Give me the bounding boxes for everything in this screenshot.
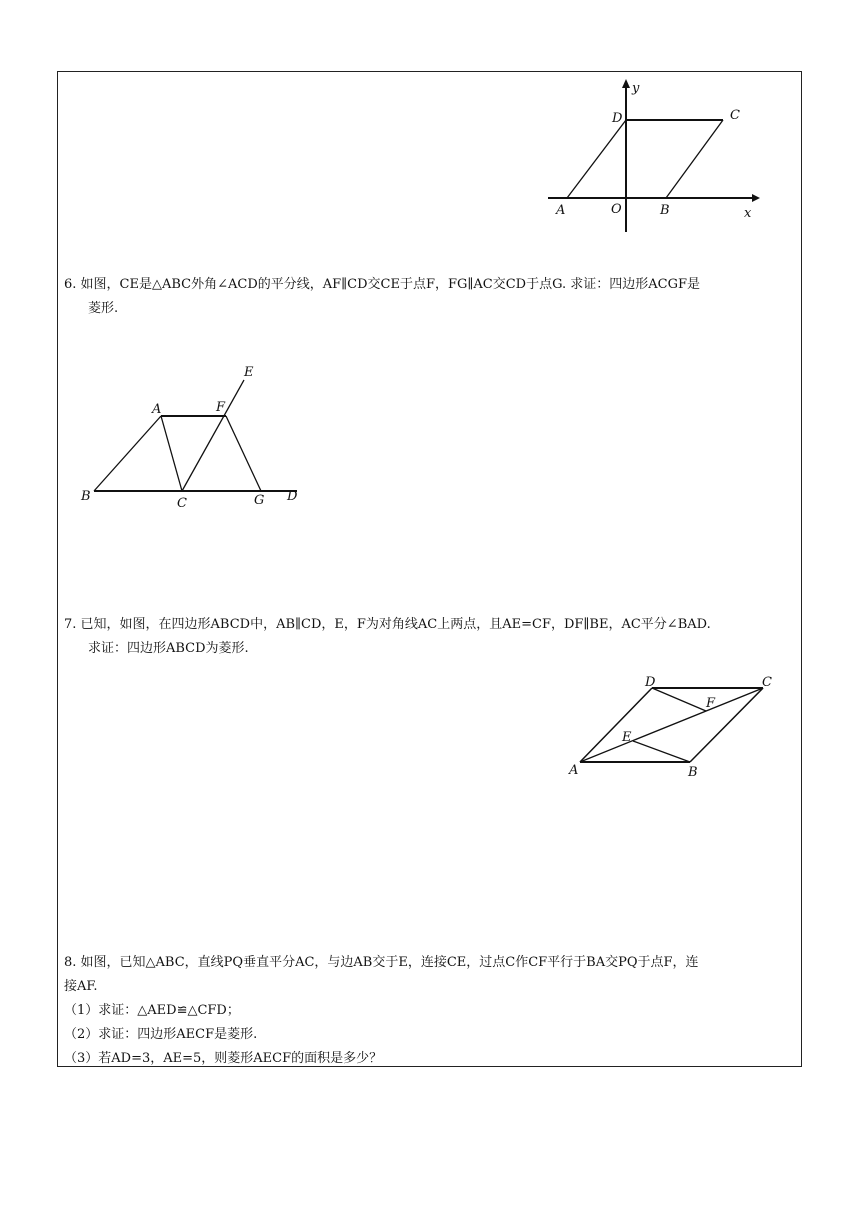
question-8 [64, 951, 699, 1071]
question-7-figure [560, 668, 790, 783]
question-6-line-1: 6. 如图，CE是△ABC外角∠ACD的平分线，AF∥CD交CE于点F，FG∥AC交CD于点G. 求证：四边形ACGF是 [64, 277, 701, 292]
segment-ad [567, 120, 626, 198]
y-axis-arrow [622, 79, 630, 88]
segment-fg [226, 416, 261, 491]
question-7-line-1: 7. 已知，如图，在四边形ABCD中，AB∥CD，E，F为对角线AC上两点，且AE=CF，DF∥BE，AC平分∠BAD. [64, 617, 711, 632]
label-b: B [81, 489, 91, 504]
label-d: D [287, 489, 298, 504]
question-8-part-1: （1）求证：△AED≌△CFD； [64, 1003, 240, 1018]
question-7 [64, 613, 711, 661]
coordinate-parallelogram-figure [540, 75, 770, 240]
question-6-line-2: 菱形. [88, 301, 119, 316]
question-6 [64, 273, 700, 321]
question-8-part-2: （2）求证：四边形AECF是菱形. [64, 1027, 258, 1042]
question-8-line-1: 8. 如图，已知△ABC，直线PQ垂直平分AC，与边AB交于E，连接CE，过点C作CF平行于BA交PQ于点F，连 [64, 955, 699, 970]
question-7-line-2: 求证：四边形ABCD为菱形. [88, 641, 249, 656]
label-x: x [744, 206, 752, 221]
label-a: A [556, 203, 566, 218]
label-g: G [254, 493, 265, 508]
label-c: C [762, 675, 772, 690]
label-o: O [611, 202, 622, 217]
label-d: D [645, 675, 656, 690]
label-b: B [688, 765, 698, 780]
segment-ab [94, 416, 161, 491]
label-y: y [632, 81, 640, 96]
segment-bc [666, 120, 723, 198]
label-f: F [706, 696, 716, 711]
label-a: A [569, 763, 579, 778]
label-c: C [177, 496, 187, 511]
question-8-line-2: 接AF. [64, 979, 98, 994]
segment-be [633, 741, 690, 762]
segment-df [652, 688, 706, 711]
label-d: D [612, 111, 623, 126]
label-e: E [244, 365, 254, 380]
label-f: F [216, 400, 226, 415]
question-6-figure [75, 360, 315, 515]
segment-ac [161, 416, 182, 491]
label-e: E [622, 730, 632, 745]
segment-bc [690, 688, 763, 762]
question-8-part-3: （3）若AD=3，AE=5，则菱形AECF的面积是多少？ [64, 1051, 383, 1066]
diagonal-ac [580, 688, 763, 762]
segment-ad [580, 688, 652, 762]
x-axis-arrow [752, 194, 760, 202]
label-b: B [660, 203, 670, 218]
label-a: A [152, 402, 162, 417]
label-c: C [730, 108, 740, 123]
